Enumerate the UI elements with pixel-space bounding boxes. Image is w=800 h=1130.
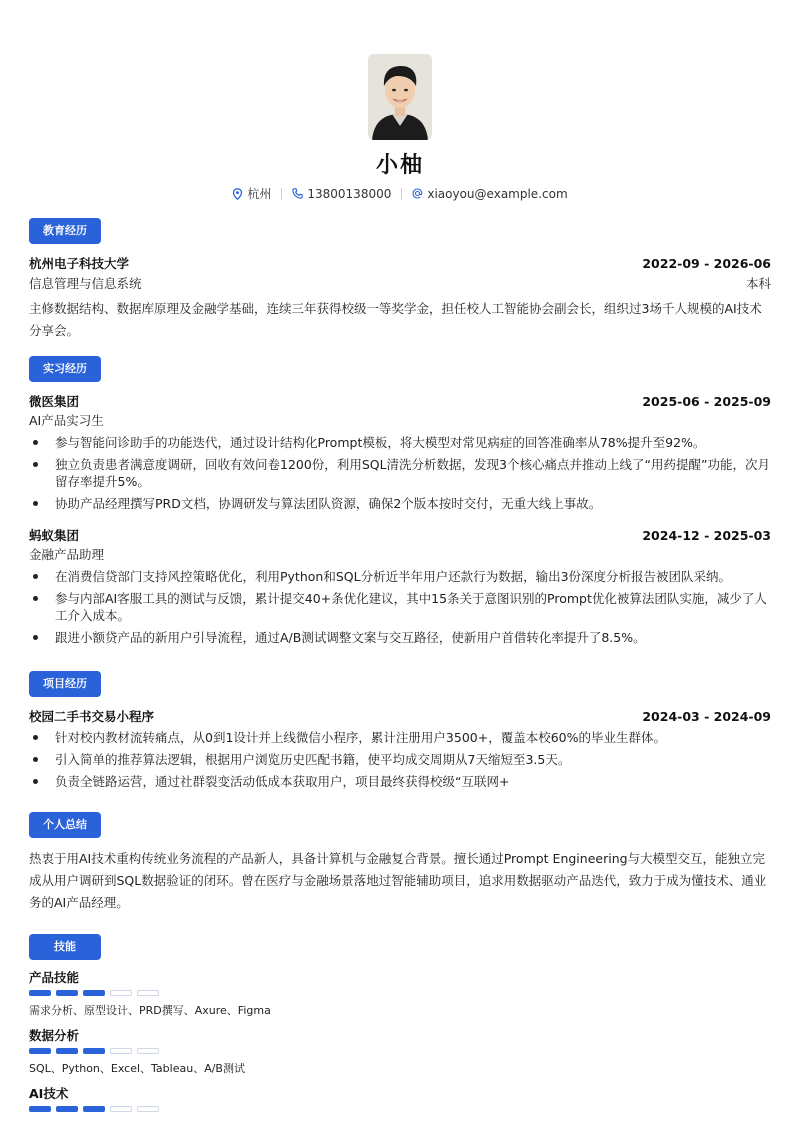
project-date: 2024-03 - 2024-09 (642, 709, 771, 724)
skill-item (29, 968, 771, 1018)
list-item: 负责全链路运营，通过社群裂变活动低成本获取用户，项目最终获得校级“互联网+ (29, 773, 771, 790)
skill-name: AI技术 (29, 1086, 69, 1101)
contact-city (222, 185, 281, 202)
school-name: 杭州电子科技大学 (29, 256, 130, 271)
at-sign-icon (412, 188, 423, 199)
skill-level-segment-empty (137, 1106, 159, 1112)
education-subheader (29, 274, 771, 292)
list-item: 参与智能问诊助手的功能迭代，通过设计结构化Prompt模板，将大模型对常见病症的回答准确率从78%提升至92%。 (29, 434, 771, 451)
email-text[interactable]: xiaoyou@example.com (427, 186, 568, 201)
skill-level-segment-filled (29, 990, 51, 996)
education-description: 主修数据结构、数据库原理及金融学基础，连续三年获得校级一等奖学金，担任校人工智能协会副会长，组织过3场千人规模的AI技术分享会。 (29, 301, 762, 338)
skill-level-bar (29, 1106, 771, 1112)
list-item: 引入简单的推荐算法逻辑，根据用户浏览历史匹配书籍，使平均成交周期从7天缩短至3.5天。 (29, 751, 771, 768)
internship-date: 2024-12 - 2025-03 (642, 528, 771, 543)
skill-level-segment-filled (83, 1048, 105, 1054)
skill-level-segment-empty (110, 1048, 132, 1054)
skill-name: 数据分析 (29, 1028, 80, 1043)
internship-section (29, 356, 771, 651)
skill-level-segment-filled (83, 1106, 105, 1112)
contact-email[interactable] (402, 187, 577, 201)
internship-header (29, 392, 771, 410)
project-bullets (29, 729, 771, 790)
skill-level-segment-filled (29, 1106, 51, 1112)
internship-header (29, 526, 771, 544)
internship-date: 2025-06 - 2025-09 (642, 394, 771, 409)
skill-description: 需求分析、原型设计、PRD撰写、Axure、Figma (29, 1004, 271, 1017)
project-name: 校园二手书交易小程序 (29, 709, 155, 724)
skill-name: 产品技能 (29, 970, 80, 985)
avatar (368, 54, 432, 140)
resume-header (29, 0, 771, 202)
skill-level-bar (29, 990, 771, 996)
skill-level-segment-filled (56, 1048, 78, 1054)
section-title-education: 教育经历 (29, 218, 101, 244)
list-item: 在消费信贷部门支持风控策略优化，利用Python和SQL分析近半年用户还款行为数据，输出3份深度分析报告被团队采纳。 (29, 568, 771, 585)
skill-level-segment-filled (56, 990, 78, 996)
company-name: 蚂蚁集团 (29, 528, 80, 543)
phone-text: 13800138000 (307, 186, 392, 201)
skill-item (29, 1084, 771, 1112)
skill-level-segment-filled (83, 990, 105, 996)
degree: 本科 (745, 276, 771, 291)
major: 信息管理与信息系统 (29, 276, 142, 291)
project-section (29, 671, 771, 795)
internship-bullets (29, 434, 771, 512)
phone-icon (292, 188, 303, 199)
job-role: 金融产品助理 (29, 547, 105, 562)
city-text: 杭州 (247, 187, 272, 201)
project-header (29, 707, 771, 725)
skill-level-segment-empty (110, 990, 132, 996)
summary-section (29, 812, 771, 914)
section-title-internship: 实习经历 (29, 356, 101, 382)
job-role: AI产品实习生 (29, 413, 104, 428)
internship-bullets (29, 568, 771, 646)
portrait-photo (368, 54, 432, 140)
list-item: 独立负责患者满意度调研，回收有效问卷1200份，利用SQL清洗分析数据，发现3个核心痛点并推动上线了“用药提醒”功能，次月留存率提升5%。 (29, 456, 771, 490)
skill-level-segment-empty (137, 990, 159, 996)
skill-level-segment-empty (110, 1106, 132, 1112)
location-pin-icon (232, 188, 243, 200)
education-section (29, 218, 771, 342)
skill-description: SQL、Python、Excel、Tableau、A/B测试 (29, 1062, 245, 1075)
skill-item (29, 1026, 771, 1076)
section-title-projects: 项目经历 (29, 671, 101, 697)
skill-level-segment-filled (56, 1106, 78, 1112)
company-name: 微医集团 (29, 394, 80, 409)
section-title-skills: 技能 (29, 934, 101, 960)
candidate-name: 小柚 (375, 153, 424, 178)
contact-phone (282, 187, 401, 201)
list-item: 参与内部AI客服工具的测试与反馈，累计提交40+条优化建议，其中15条关于意图识别的Prompt优化被算法团队实施，减少了人工介入成本。 (29, 590, 771, 624)
section-title-summary: 个人总结 (29, 812, 101, 838)
contact-info (29, 185, 771, 202)
skill-level-bar (29, 1048, 771, 1054)
list-item: 跟进小额贷产品的新用户引导流程，通过A/B测试调整文案与交互路径，使新用户首借转化率提升了8.5%。 (29, 629, 771, 646)
skills-section (29, 934, 771, 1120)
skill-level-segment-filled (29, 1048, 51, 1054)
education-header (29, 254, 771, 272)
summary-text: 热衷于用AI技术重构传统业务流程的产品新人，具备计算机与金融复合背景。擅长通过Prompt Engineering与大模型交互，能独立完成从用户调研到SQL数据验证的闭环。曾在医疗与金融场景落地过智能辅助项目，追求用数据驱动产品迭代，致力于成为懂技术、通业务的AI产品经理。 (29, 851, 767, 910)
education-date: 2022-09 - 2026-06 (642, 256, 771, 271)
list-item: 针对校内教材流转痛点，从0到1设计并上线微信小程序，累计注册用户3500+，覆盖本校60%的毕业生群体。 (29, 729, 771, 746)
internship-item (29, 392, 771, 512)
skill-level-segment-empty (137, 1048, 159, 1054)
internship-item (29, 526, 771, 646)
skills-list (29, 968, 771, 1112)
list-item: 协助产品经理撰写PRD文档，协调研发与算法团队资源，确保2个版本按时交付，无重大线上事故。 (29, 495, 771, 512)
